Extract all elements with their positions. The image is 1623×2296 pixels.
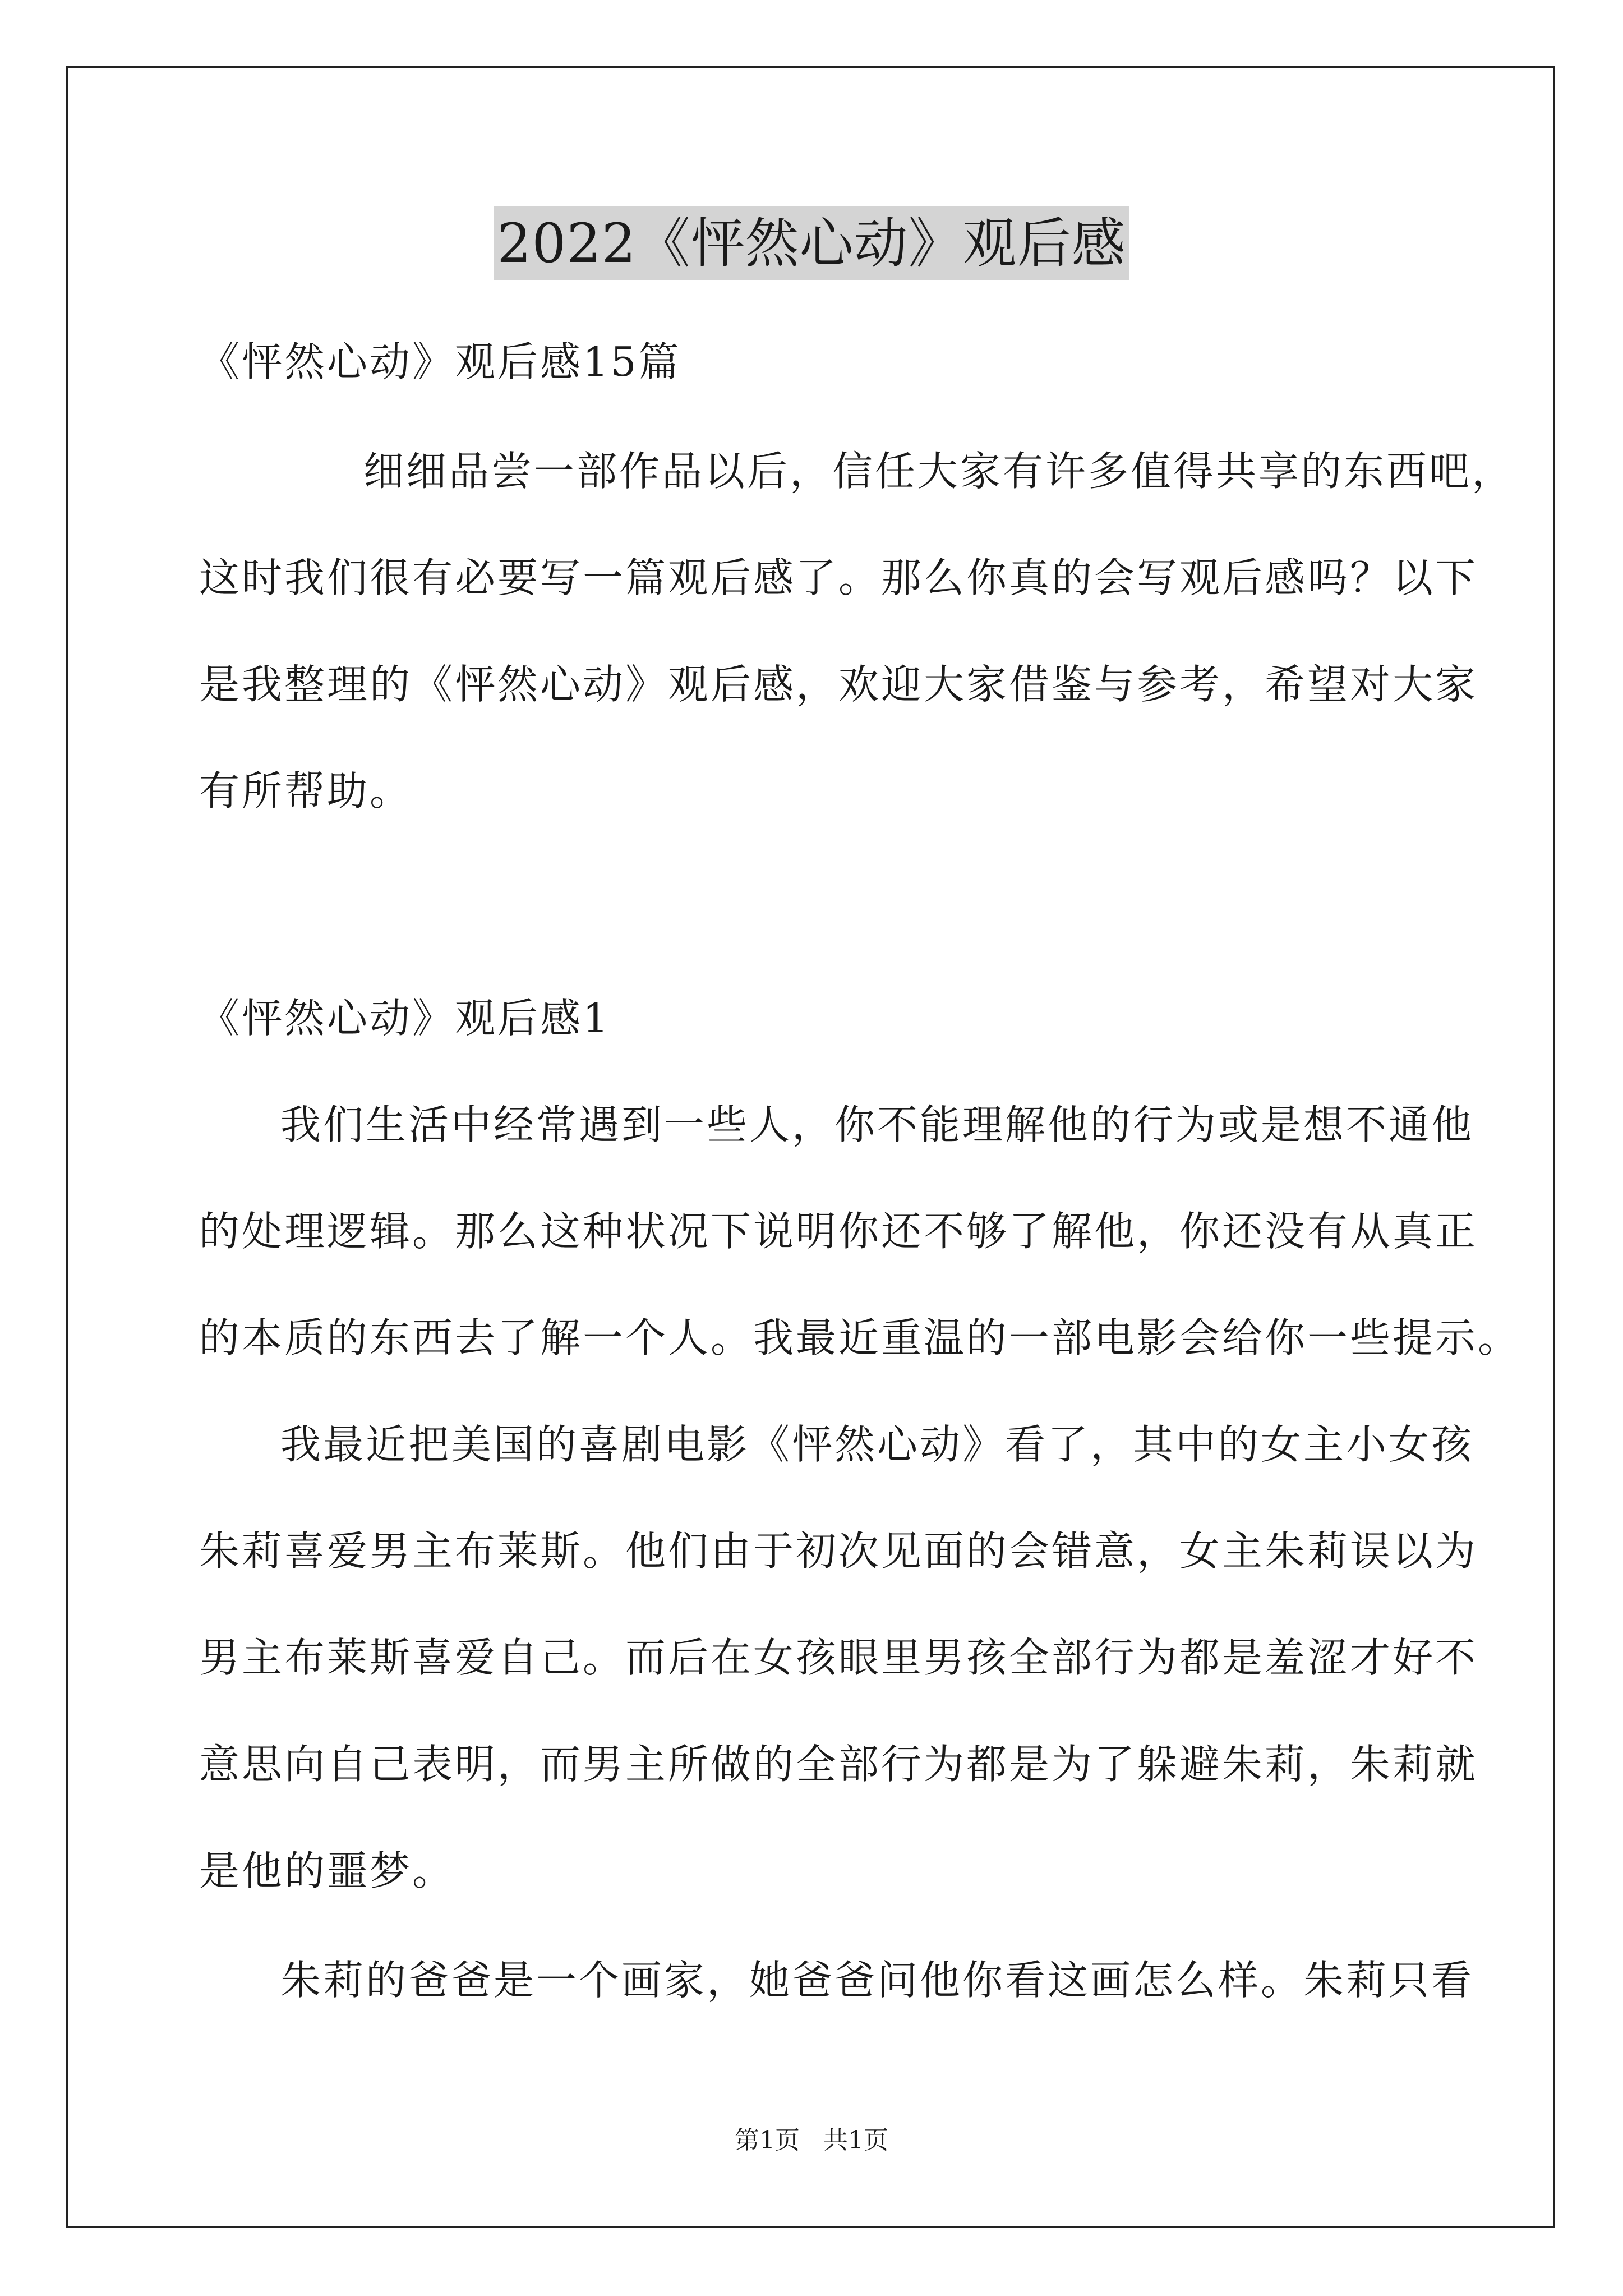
document-title: 2022《怦然心动》观后感 bbox=[494, 206, 1129, 280]
paragraph-line: 男主布莱斯喜爱自己。而后在女孩眼里男孩全部行为都是羞涩才好不 bbox=[199, 1634, 1478, 1681]
paragraph-line: 的本质的东西去了解一个人。我最近重温的一部电影会给你一些提示。 bbox=[199, 1314, 1521, 1361]
paragraph-line: 朱莉的爸爸是一个画家，她爸爸问他你看这画怎么样。朱莉只看 bbox=[280, 1957, 1474, 2004]
paragraph-line: 意思向自己表明，而男主所做的全部行为都是为了躲避朱莉，朱莉就 bbox=[199, 1741, 1478, 1788]
page-footer bbox=[0, 2125, 1623, 2156]
paragraph-line: 我们生活中经常遇到一些人，你不能理解他的行为或是想不通他 bbox=[280, 1101, 1474, 1148]
page-number: 第1页 bbox=[735, 2126, 800, 2155]
subtitle: 《怦然心动》观后感15篇 bbox=[199, 338, 681, 385]
paragraph-line: 我最近把美国的喜剧电影《怦然心动》看了，其中的女主小女孩 bbox=[280, 1421, 1474, 1468]
title-container bbox=[0, 206, 1623, 280]
intro-line: 细细品尝一部作品以后，信任大家有许多值得共享的东西吧， bbox=[363, 448, 1515, 495]
paragraph-line: 是他的噩梦。 bbox=[199, 1847, 455, 1894]
paragraph-line: 的处理逻辑。那么这种状况下说明你还不够了解他，你还没有从真正 bbox=[199, 1208, 1478, 1255]
intro-line: 这时我们很有必要写一篇观后感了。那么你真的会写观后感吗？以下 bbox=[199, 554, 1478, 601]
intro-line: 是我整理的《怦然心动》观后感，欢迎大家借鉴与参考，希望对大家 bbox=[199, 661, 1478, 708]
intro-line: 有所帮助。 bbox=[199, 767, 413, 815]
total-pages: 共1页 bbox=[823, 2126, 888, 2155]
paragraph-line: 朱莉喜爱男主布莱斯。他们由于初次见面的会错意，女主朱莉误以为 bbox=[199, 1527, 1478, 1575]
section-heading: 《怦然心动》观后感1 bbox=[199, 995, 611, 1042]
